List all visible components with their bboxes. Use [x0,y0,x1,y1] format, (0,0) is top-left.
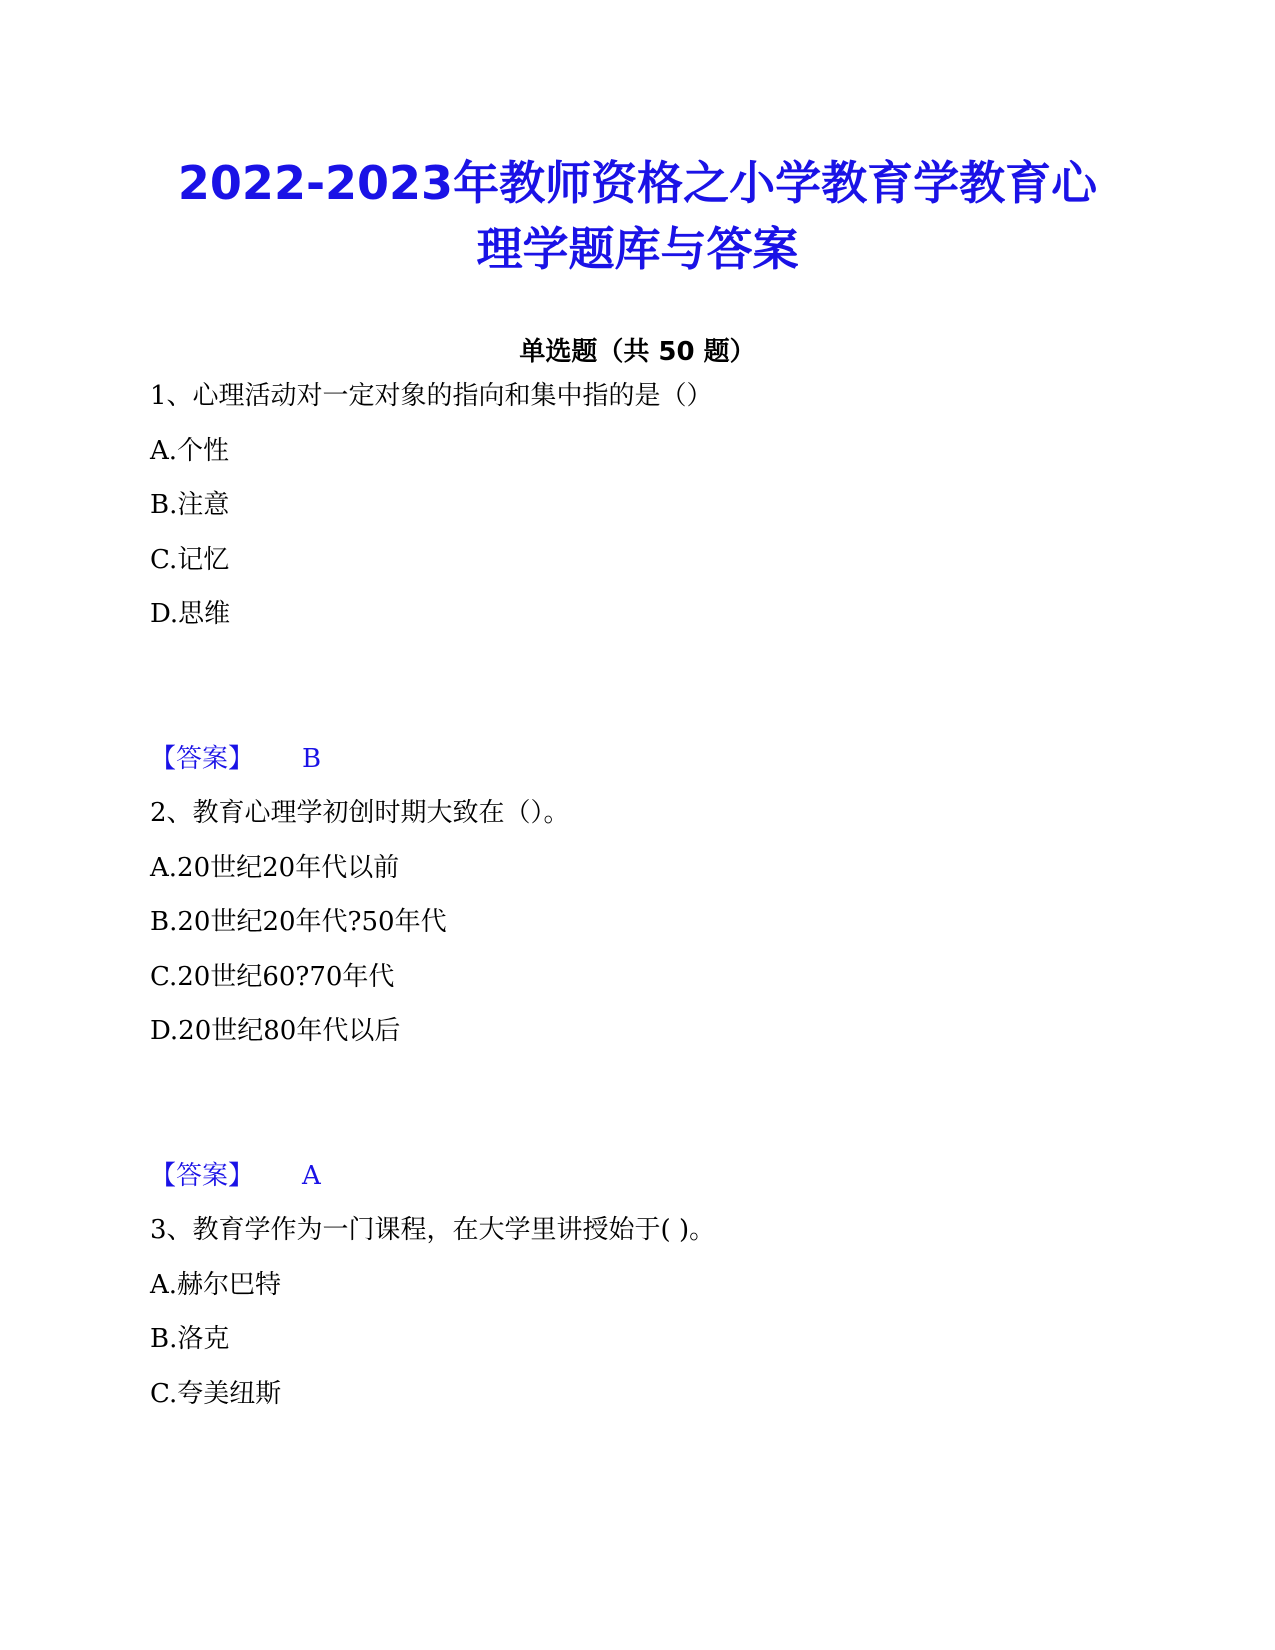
question-2-answer [150,1158,321,1194]
question-1-option-d: D.思维 [150,599,231,629]
answer-value: A [302,1161,321,1191]
question-1-answer [150,741,321,777]
question-3-stem: 3、教育学作为一门课程，在大学里讲授始于( )。 [150,1215,716,1245]
document-title [0,150,1275,282]
answer-label: 【答案】 [150,744,255,774]
question-3-option-b: B.洛克 [150,1324,230,1354]
question-3-option-a: A.赫尔巴特 [150,1270,282,1300]
question-2-stem: 2、教育心理学初创时期大致在（）。 [150,798,570,828]
question-1-option-a: A.个性 [150,436,230,466]
question-3-option-c: C.夸美纽斯 [150,1379,282,1409]
question-1-option-c: C.记忆 [150,545,230,575]
section-heading: 单选题（共 50 题） [519,337,756,367]
answer-label: 【答案】 [150,1161,255,1191]
question-2-option-d: D.20世纪80年代以后 [150,1016,401,1046]
question-1-stem: 1、心理活动对一定对象的指向和集中指的是（） [150,381,713,411]
answer-value: B [302,744,322,774]
title-line-2: 理学题库与答案 [476,222,799,276]
question-2-option-c: C.20世纪60?70年代 [150,962,395,992]
question-2-option-b: B.20世纪20年代?50年代 [150,907,447,937]
question-1-option-b: B.注意 [150,490,230,520]
question-2-option-a: A.20世纪20年代以前 [150,853,400,883]
title-line-1: 2022-2023年教师资格之小学教育学教育心 [177,156,1098,210]
